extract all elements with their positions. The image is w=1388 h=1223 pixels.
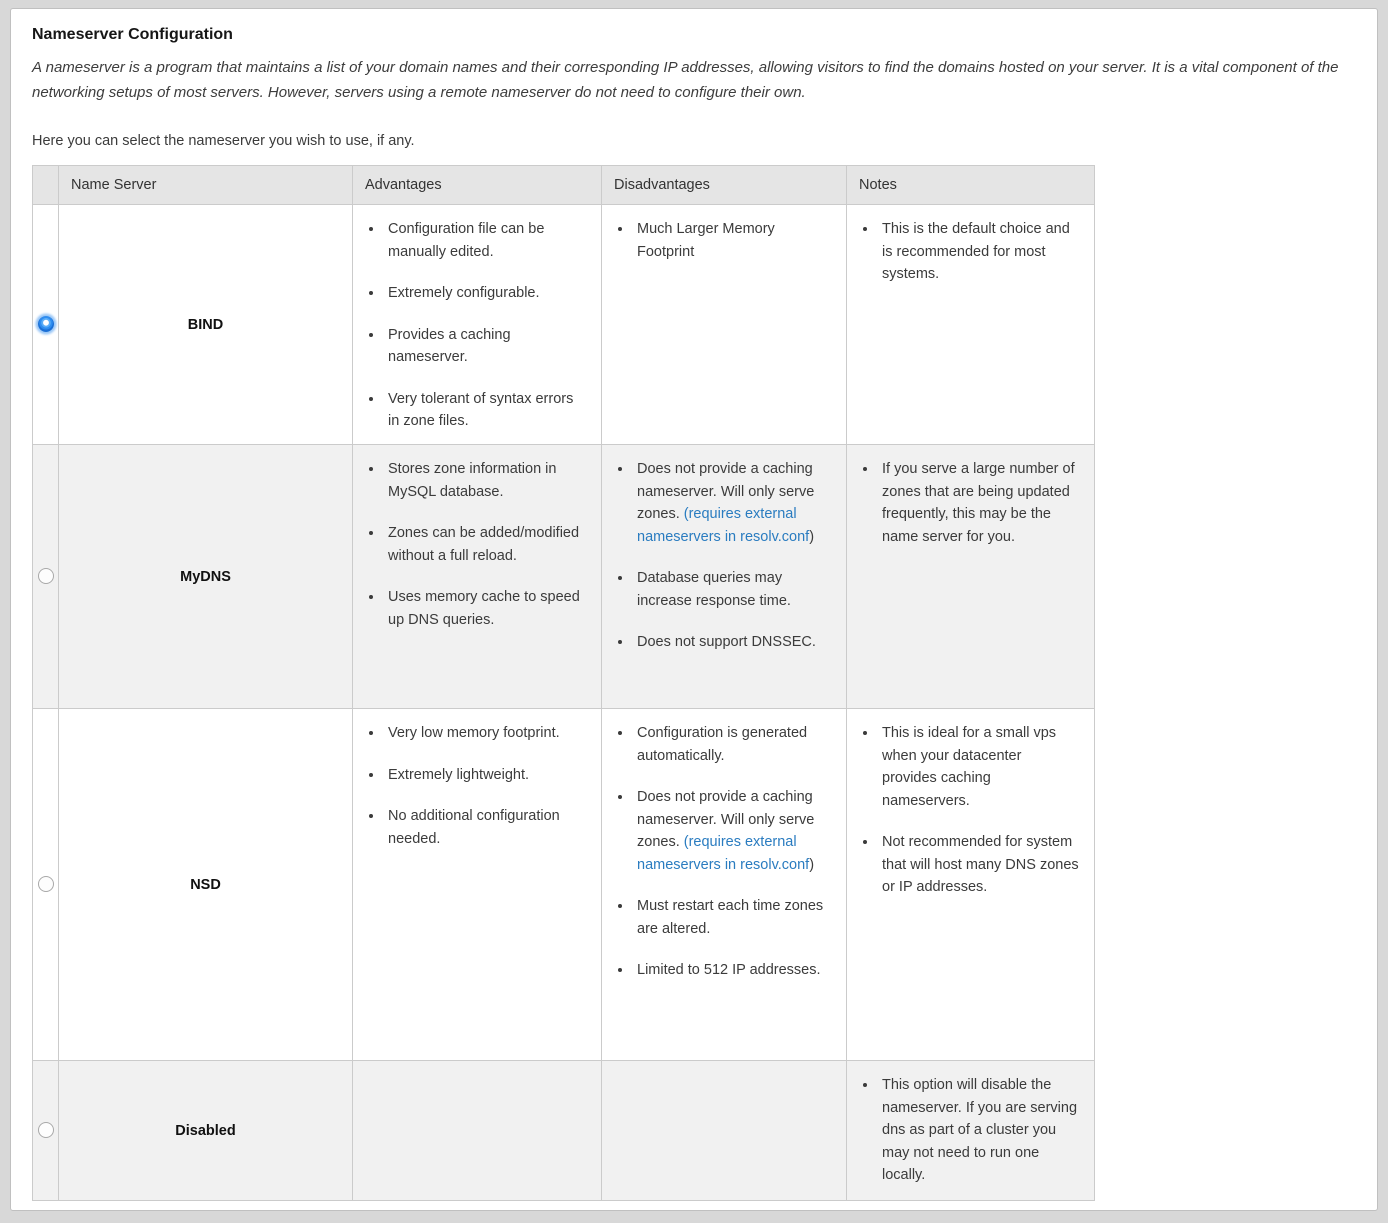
advantages-cell <box>353 445 602 709</box>
disadvantages-list <box>616 722 832 982</box>
nameserver-name: NSD <box>59 709 353 1061</box>
radio-cell <box>33 1061 59 1201</box>
advantages-list <box>367 218 587 433</box>
notes-list <box>861 218 1080 286</box>
bullet-item: • Much Larger Memory Footprint <box>633 218 832 263</box>
header-advantages: Advantages <box>353 166 602 205</box>
bullet-item: • Does not support DNSSEC. <box>633 631 832 654</box>
nameserver-row-nsd <box>33 709 1095 1061</box>
bullet-item: • Not recommended for system that will host many DNS zones or IP addresses. <box>878 831 1080 899</box>
bullet-item: • Must restart each time zones are altered. <box>633 895 832 940</box>
notes-list <box>861 458 1080 548</box>
bullet-item: • Zones can be added/modified without a full reload. <box>384 522 587 567</box>
bullet-item: • Very low memory footprint. <box>384 722 587 745</box>
disadvantages-list <box>616 458 832 654</box>
bullet-item: • Limited to 512 IP addresses. <box>633 959 832 982</box>
nameserver-table <box>32 165 1095 1201</box>
notes-cell <box>847 1061 1095 1201</box>
header-radio-column <box>33 166 59 205</box>
nameserver-row-bind <box>33 205 1095 445</box>
resolv-conf-link[interactable]: (requires external nameservers in resolv.conf <box>637 506 810 545</box>
bullet-item: • Configuration file can be manually edited. <box>384 218 587 263</box>
bullet-item: • Extremely configurable. <box>384 282 587 305</box>
page-title: Nameserver Configuration <box>32 26 233 43</box>
nameserver-row-mydns <box>33 445 1095 709</box>
nameserver-radio-disabled[interactable] <box>38 1122 54 1138</box>
advantages-list <box>367 458 587 631</box>
notes-list <box>861 722 1080 899</box>
disadvantages-cell <box>602 709 847 1061</box>
bullet-item: • If you serve a large number of zones that are being updated frequently, this may be the name server for you. <box>878 458 1080 548</box>
header-name-server: Name Server <box>59 166 353 205</box>
bullet-item: • No additional configuration needed. <box>384 805 587 850</box>
advantages-cell <box>353 1061 602 1201</box>
bullet-item: • Very tolerant of syntax errors in zone files. <box>384 388 587 433</box>
notes-cell <box>847 709 1095 1061</box>
intro-paragraph: A nameserver is a program that maintains a list of your domain names and their corresponding IP addresses, allowing visitors to find the domains hosted on your server. It is a vital component of the networking setups of most servers. However, servers using a remote nameserver do not need to configure their own. <box>32 59 1339 101</box>
nameserver-name: BIND <box>59 205 353 445</box>
bullet-item: • Stores zone information in MySQL database. <box>384 458 587 503</box>
select-hint-text: Here you can select the nameserver you wish to use, if any. <box>32 133 415 149</box>
header-disadvantages: Disadvantages <box>602 166 847 205</box>
nameserver-radio-mydns[interactable] <box>38 568 54 584</box>
table-header-row <box>33 166 1095 205</box>
resolv-conf-link[interactable]: (requires external nameservers in resolv.conf <box>637 834 810 873</box>
advantages-cell <box>353 709 602 1061</box>
bullet-item: • Does not provide a caching nameserver. Will only serve zones. (requires external nameservers in resolv.conf) <box>633 786 832 876</box>
disadvantages-list <box>616 218 832 263</box>
radio-cell <box>33 445 59 709</box>
nameserver-config-panel <box>10 8 1378 1211</box>
nameserver-radio-nsd[interactable] <box>38 876 54 892</box>
bullet-item: • Extremely lightweight. <box>384 764 587 787</box>
advantages-list <box>367 722 587 850</box>
nameserver-row-disabled <box>33 1061 1095 1201</box>
nameserver-name: MyDNS <box>59 445 353 709</box>
advantages-cell <box>353 205 602 445</box>
header-notes: Notes <box>847 166 1095 205</box>
bullet-item: • Uses memory cache to speed up DNS queries. <box>384 586 587 631</box>
bullet-item: • This option will disable the nameserver. If you are serving dns as part of a cluster you may not need to run one locally. <box>878 1074 1080 1187</box>
nameserver-name: Disabled <box>59 1061 353 1201</box>
bullet-item: • This is the default choice and is recommended for most systems. <box>878 218 1080 286</box>
notes-list <box>861 1074 1080 1187</box>
disadvantages-cell <box>602 1061 847 1201</box>
nameserver-radio-bind[interactable] <box>38 316 54 332</box>
notes-cell <box>847 445 1095 709</box>
radio-cell <box>33 205 59 445</box>
bullet-item: • This is ideal for a small vps when your datacenter provides caching nameservers. <box>878 722 1080 812</box>
disadvantages-cell <box>602 445 847 709</box>
notes-cell <box>847 205 1095 445</box>
radio-cell <box>33 709 59 1061</box>
bullet-item: • Provides a caching nameserver. <box>384 324 587 369</box>
bullet-item: • Does not provide a caching nameserver. Will only serve zones. (requires external nameservers in resolv.conf) <box>633 458 832 548</box>
bullet-item: • Database queries may increase response time. <box>633 567 832 612</box>
bullet-item: • Configuration is generated automatically. <box>633 722 832 767</box>
disadvantages-cell <box>602 205 847 445</box>
